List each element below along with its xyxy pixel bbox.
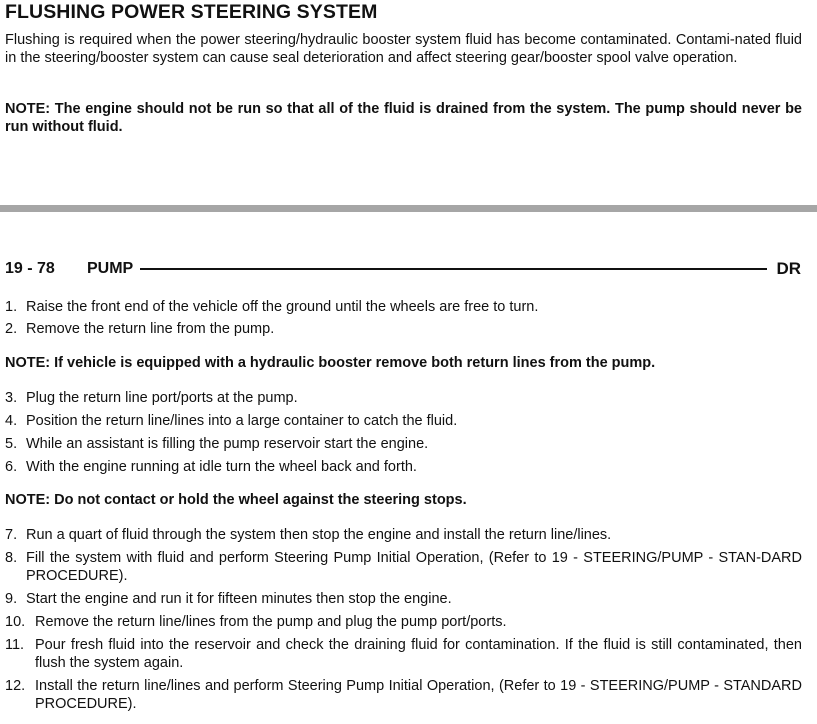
step-number: 10. [5,614,26,630]
note-steering-stops: NOTE: Do not contact or hold the wheel against the steering stops. [5,492,467,508]
page-title: FLUSHING POWER STEERING SYSTEM [5,1,378,23]
step-number: 8. [5,550,18,566]
step-text: Start the engine and run it for fifteen minutes then stop the engine. [26,591,452,607]
step-item [5,550,802,585]
step-text: Position the return line/lines into a large container to catch the fluid. [26,413,458,429]
step-text: Remove the return line from the pump. [26,321,275,337]
step-number: 2. [5,321,18,337]
step-item [5,299,802,317]
step-text: Raise the front end of the vehicle off the ground until the wheels are free to turn. [26,299,539,315]
note-hydraulic-booster: NOTE: If vehicle is equipped with a hydraulic booster remove both return lines from the pump. [5,355,656,371]
step-item [5,527,802,545]
step-item [5,436,802,454]
step-number: 9. [5,591,18,607]
step-text: Run a quart of fluid through the system then stop the engine and install the return line/lines. [26,527,612,543]
step-item [5,321,802,339]
step-item [5,459,802,477]
running-header [5,258,801,280]
step-text: Fill the system with fluid and perform Steering Pump Initial Operation, (Refer to 19 - STEERING/PUMP - STAN-DARD PROCEDURE). [26,550,802,584]
step-item [5,390,802,408]
step-text: Remove the return line/lines from the pump and plug the pump port/ports. [35,614,507,630]
step-number: 4. [5,413,18,429]
intro-paragraph: Flushing is required when the power steering/hydraulic booster system fluid has become contaminated. Contami-nated fluid in the steering/booster system can cause seal deterioration and affect steering gear/booster spool valve operation. [5,32,802,66]
step-item [5,637,802,672]
step-number: 5. [5,436,18,452]
step-number: 1. [5,299,18,315]
section-name: PUMP [87,260,134,277]
step-number: 12. [5,678,26,694]
page-divider [0,205,817,212]
step-number: 3. [5,390,18,406]
step-number: 7. [5,527,18,543]
page-number: 19 - 78 [5,260,55,277]
model-code: DR [776,259,801,278]
step-item [5,678,802,713]
step-number: 6. [5,459,18,475]
step-item [5,413,802,431]
header-rule [140,268,767,270]
step-text: With the engine running at idle turn the wheel back and forth. [26,459,417,475]
step-text: Install the return line/lines and perform Steering Pump Initial Operation, (Refer to 19 - STEERING/PUMP - STANDARD PROCEDURE). [35,678,802,712]
step-item [5,614,802,632]
note-engine-fluid: NOTE: The engine should not be run so that all of the fluid is drained from the system. The pump should never be run without fluid. [5,101,802,135]
step-number: 11. [5,637,25,653]
step-text: While an assistant is filling the pump reservoir start the engine. [26,436,429,452]
step-item [5,591,802,609]
step-text: Pour fresh fluid into the reservoir and check the draining fluid for contamination. If the fluid is still contaminated, then flush the system again. [35,637,802,671]
step-text: Plug the return line port/ports at the pump. [26,390,298,406]
